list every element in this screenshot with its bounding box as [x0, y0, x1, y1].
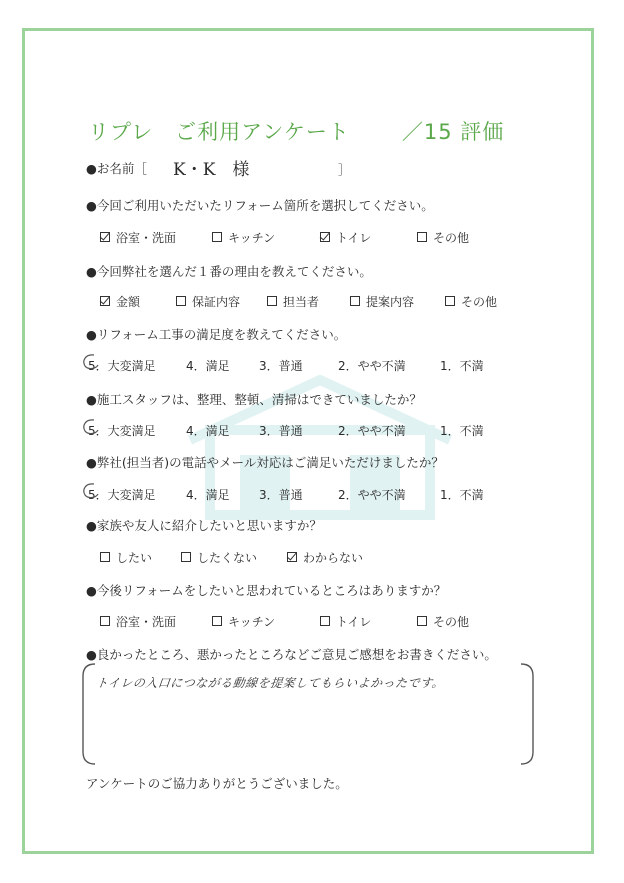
- q3-option-1[interactable]: 1．不満: [440, 359, 484, 373]
- q4-option-2[interactable]: 2．やや不満: [338, 424, 406, 438]
- comment-answer[interactable]: トイレの入口につながる動線を提案してもらいよかったです。: [95, 676, 445, 690]
- selected-circle-mark: [80, 482, 102, 500]
- checkbox-checked[interactable]: [287, 552, 297, 562]
- q2-option-other[interactable]: その他: [445, 293, 497, 310]
- survey-title: [88, 116, 504, 146]
- checkbox-checked[interactable]: [100, 232, 110, 242]
- question-2: ●今回弊社を選んだ１番の理由を教えてください。: [86, 264, 372, 279]
- question-1: ●今回ご利用いただいたリフォーム箇所を選択してください。: [86, 198, 434, 213]
- name-value[interactable]: K・K 様: [173, 160, 250, 180]
- q5-option-1[interactable]: 1．不満: [440, 488, 484, 502]
- q1-option-kitchen[interactable]: キッチン: [212, 229, 275, 246]
- checkbox[interactable]: [267, 296, 277, 306]
- q3-option-4[interactable]: 4．満足: [186, 359, 230, 373]
- selected-circle-mark: [80, 418, 102, 436]
- q2-option-proposal[interactable]: 提案内容: [350, 293, 414, 310]
- q4-option-3[interactable]: 3．普通: [259, 424, 303, 438]
- q5-option-4[interactable]: 4．満足: [186, 488, 230, 502]
- q7-option-bath[interactable]: 浴室・洗面: [100, 613, 176, 630]
- q3-option-5[interactable]: 5．大変満足: [88, 359, 156, 373]
- thanks-message: アンケートのご協力ありがとうございました。: [86, 776, 348, 791]
- q4-option-4[interactable]: 4．満足: [186, 424, 230, 438]
- q5-option-3[interactable]: 3．普通: [259, 488, 303, 502]
- checkbox-checked[interactable]: [320, 232, 330, 242]
- question-5: ●弊社(担当者)の電話やメール対応はご満足いただけましたか？: [86, 455, 444, 470]
- q5-option-5[interactable]: 5．大変満足: [88, 488, 156, 502]
- score-label: ／15 評価: [401, 120, 505, 144]
- question-3: ●リフォーム工事の満足度を教えてください。: [86, 327, 347, 342]
- checkbox[interactable]: [212, 616, 222, 626]
- question-4: ●施工スタッフは、整理、整頓、清掃はできていましたか？: [86, 392, 422, 407]
- checkbox[interactable]: [445, 296, 455, 306]
- q4-option-1[interactable]: 1．不満: [440, 424, 484, 438]
- checkbox[interactable]: [350, 296, 360, 306]
- q6-option-yes[interactable]: したい: [100, 549, 152, 566]
- question-7: ●今後リフォームをしたいと思われているところはありますか？: [86, 583, 447, 598]
- checkbox[interactable]: [417, 232, 427, 242]
- q1-option-other[interactable]: その他: [417, 229, 469, 246]
- q7-option-other[interactable]: その他: [417, 613, 469, 630]
- checkbox[interactable]: [100, 552, 110, 562]
- q7-option-toilet[interactable]: トイレ: [320, 613, 371, 630]
- q2-option-staff[interactable]: 担当者: [267, 293, 319, 310]
- q1-option-bath[interactable]: 浴室・洗面: [100, 229, 176, 246]
- q3-option-2[interactable]: 2．やや不満: [338, 359, 406, 373]
- name-label: ●お名前［: [86, 161, 147, 176]
- checkbox[interactable]: [320, 616, 330, 626]
- q6-option-no[interactable]: したくない: [181, 549, 257, 566]
- checkbox[interactable]: [176, 296, 186, 306]
- name-bracket-close: ］: [338, 163, 351, 177]
- question-8: ●良かったところ、悪かったところなどご意見ご感想をお書きください。: [86, 647, 497, 662]
- question-6: ●家族や友人に紹介したいと思いますか？: [86, 518, 322, 533]
- checkbox[interactable]: [417, 616, 427, 626]
- checkbox[interactable]: [100, 616, 110, 626]
- checkbox[interactable]: [181, 552, 191, 562]
- q1-option-toilet[interactable]: トイレ: [320, 229, 371, 246]
- q3-option-3[interactable]: 3．普通: [259, 359, 303, 373]
- q6-option-unsure[interactable]: わからない: [287, 549, 363, 566]
- title-main: リプレ ご利用アンケート: [88, 120, 350, 144]
- q2-option-price[interactable]: 金額: [100, 293, 140, 310]
- checkbox-checked[interactable]: [100, 296, 110, 306]
- selected-circle-mark: [80, 353, 102, 371]
- q4-option-5[interactable]: 5．大変満足: [88, 424, 156, 438]
- q7-option-kitchen[interactable]: キッチン: [212, 613, 275, 630]
- q5-option-2[interactable]: 2．やや不満: [338, 488, 406, 502]
- checkbox[interactable]: [212, 232, 222, 242]
- q2-option-warranty[interactable]: 保証内容: [176, 293, 240, 310]
